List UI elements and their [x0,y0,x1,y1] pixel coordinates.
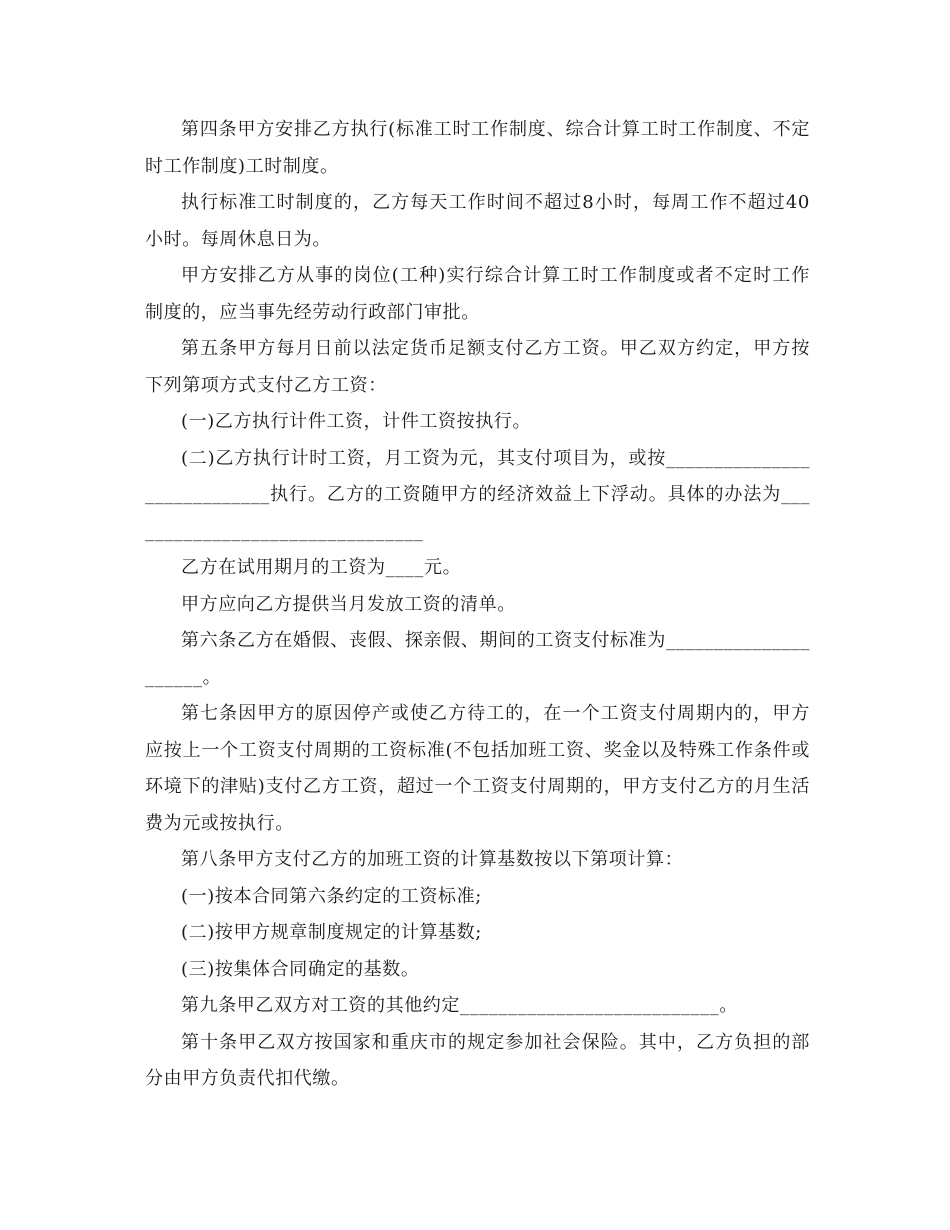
paragraph-article-5: 第五条甲方每月日前以法定货币足额支付乙方工资。甲乙双方约定，甲方按下列第项方式支付乙方工资： [145,338,810,396]
paragraph-wage-slip: 甲方应向乙方提供当月发放工资的清单。 [181,593,516,615]
paragraph-article-4: 第四条甲方安排乙方执行(标准工时工作制度、综合计算工时工作制度、不定时工作制度)工时制度。 [145,119,810,177]
paragraph-article-10: 第十条甲乙双方按国家和重庆市的规定参加社会保险。其中，乙方负担的部分由甲方负责代扣代缴。 [145,1031,810,1089]
document-body [145,112,810,1098]
paragraph-time-rate: (二)乙方执行计时工资，月工资为元，其支付项目为，或按____________________________执行。乙方的工资随甲方的经济效益上下浮动。具体的办法为________________________________ [145,447,810,542]
paragraph-piece-rate: (一)乙方执行计件工资，计件工资按执行。 [181,411,532,432]
paragraph-base-option-2: (二)按甲方规章制度规定的计算基数; [181,922,482,943]
paragraph-probation-wage: 乙方在试用期月的工资为____元。 [181,557,462,578]
paragraph-article-9: 第九条甲乙双方对工资的其他约定___________________________。 [181,995,738,1016]
paragraph-article-6: 第六条乙方在婚假、丧假、探亲假、期间的工资支付标准为_____________________。 [145,630,810,688]
paragraph-comprehensive-hours: 甲方安排乙方从事的岗位(工种)实行综合计算工时工作制度或者不定时工作制度的，应当事先经劳动行政部门审批。 [145,265,810,323]
paragraph-base-option-1: (一)按本合同第六条约定的工资标准; [181,885,482,907]
paragraph-standard-hours: 执行标准工时制度的，乙方每天工作时间不超过8小时，每周工作不超过40小时。每周休息日为。 [145,192,810,250]
paragraph-base-option-3: (三)按集体合同确定的基数。 [181,958,420,980]
paragraph-article-8: 第八条甲方支付乙方的加班工资的计算基数按以下第项计算： [181,849,684,870]
paragraph-article-7: 第七条因甲方的原因停产或使乙方待工的，在一个工资支付周期内的，甲方应按上一个工资支付周期的工资标准(不包括加班工资、奖金以及特殊工作条件或环境下的津贴)支付乙方工资，超过一个工资支付周期的，甲方支付乙方的月生活费为元或按执行。 [145,703,810,834]
